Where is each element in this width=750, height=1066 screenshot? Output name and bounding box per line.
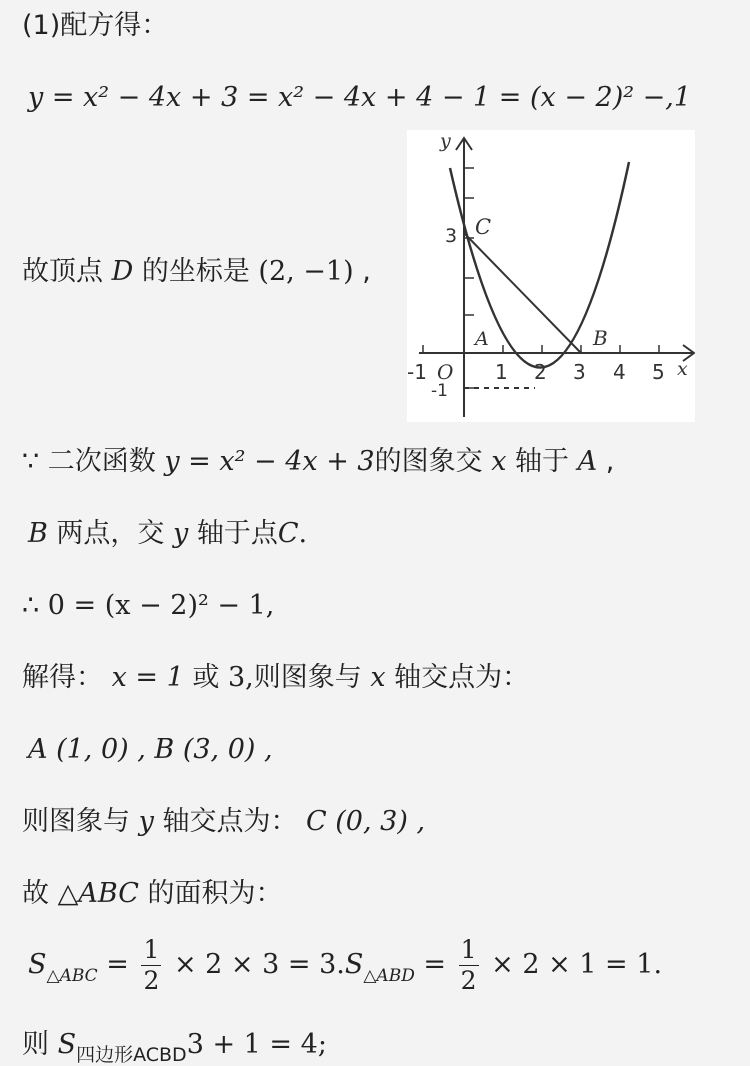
completing-square-equation: y = x² − 4x + 3 = x² − 4x + 4 − 1 = (x − 2)² −,1 [28, 82, 692, 113]
s-symbol: S [344, 949, 364, 980]
points-ab: A (1, 0) , B (3, 0) , [28, 734, 273, 765]
tick-label-ym1: -1 [431, 381, 448, 401]
label-a: A [475, 328, 489, 350]
tick-label-x3: 3 [573, 360, 586, 384]
solution-x1: x = 1 [111, 662, 184, 693]
text: 则图象与 [22, 806, 139, 837]
tick-label-x2: 2 [534, 360, 547, 384]
tick-label-x4: 4 [613, 360, 626, 384]
var-y: y [173, 518, 189, 549]
point-c-coord: C (0, 3) , [306, 806, 426, 837]
area-intro [22, 876, 282, 912]
text: × 2 × 3 = 3. [165, 949, 345, 980]
parabola-graph [407, 130, 695, 422]
tick-label-y3: 3 [445, 225, 458, 247]
axis-x-label: x [677, 358, 688, 380]
var-x: x [370, 662, 386, 693]
subscript-abc: △ABC [46, 966, 98, 986]
text: ∵ 二次函数 [22, 446, 165, 477]
origin-label: O [437, 360, 454, 384]
denominator: 2 [460, 966, 477, 995]
text: 3 + 1 = 4; [186, 1029, 327, 1060]
text: 故 △ [22, 878, 79, 909]
text: 轴于 [506, 446, 578, 477]
numerator: 1 [460, 935, 477, 964]
point-d: D [111, 256, 134, 287]
solution-x2: 3, [227, 662, 254, 693]
text: 或 [183, 662, 228, 693]
s-symbol: S [28, 949, 47, 980]
text: 轴交点为： [385, 662, 530, 693]
quadratic-eq: y = x² − 4x + 3 [164, 446, 375, 477]
text: 轴于点 [188, 518, 278, 549]
text: 故顶点 [22, 256, 112, 287]
step1-title: (1)配方得： [22, 10, 169, 41]
vertex-statement [22, 254, 371, 290]
text: = [414, 949, 455, 980]
label-b: B [593, 326, 608, 350]
graph-svg [407, 130, 695, 422]
var-y: y [138, 806, 154, 837]
root-equation: ∴ 0 = (x − 2)² − 1, [22, 590, 275, 621]
text: 的坐标是 [133, 256, 259, 287]
s-symbol: S [57, 1029, 77, 1060]
text: 的图象交 [374, 446, 492, 477]
fraction-half [141, 935, 161, 996]
text: 两点，交 [47, 518, 174, 549]
y-intercept-statement [22, 804, 425, 840]
quadrilateral-area [22, 1027, 327, 1065]
fraction-half [459, 935, 479, 996]
text: , [353, 256, 371, 287]
text: × 2 × 1 = 1. [482, 949, 663, 980]
text: , [597, 446, 615, 477]
text: 轴交点为： [153, 806, 307, 837]
area-formulas [28, 935, 662, 998]
text: = [97, 949, 138, 980]
points-statement [28, 516, 307, 552]
numerator: 1 [143, 935, 160, 964]
point-b: B [28, 518, 48, 549]
subscript-quad: 四边形ACBD [76, 1044, 187, 1066]
text: 解得： [22, 662, 112, 693]
var-x: x [491, 446, 507, 477]
point-a: A [577, 446, 598, 477]
subscript-abd: △ABD [363, 966, 415, 986]
tick-label-x1: 1 [495, 360, 508, 384]
denominator: 2 [143, 966, 160, 995]
axis-y-label: y [440, 130, 451, 152]
triangle-abc: ABC [78, 878, 139, 909]
quadratic-intersect-statement [22, 444, 614, 480]
tick-label-x5: 5 [652, 360, 665, 384]
text: . [298, 518, 308, 549]
solution-statement [22, 660, 529, 696]
label-c: C [475, 215, 492, 239]
point-c: C [277, 518, 299, 549]
text: 则 [22, 1029, 58, 1060]
vertex-coord: (2, −1) [258, 256, 354, 287]
text: 的面积为： [138, 878, 283, 909]
text: 则图象与 [253, 662, 371, 693]
tick-label-xm1: -1 [407, 360, 427, 384]
